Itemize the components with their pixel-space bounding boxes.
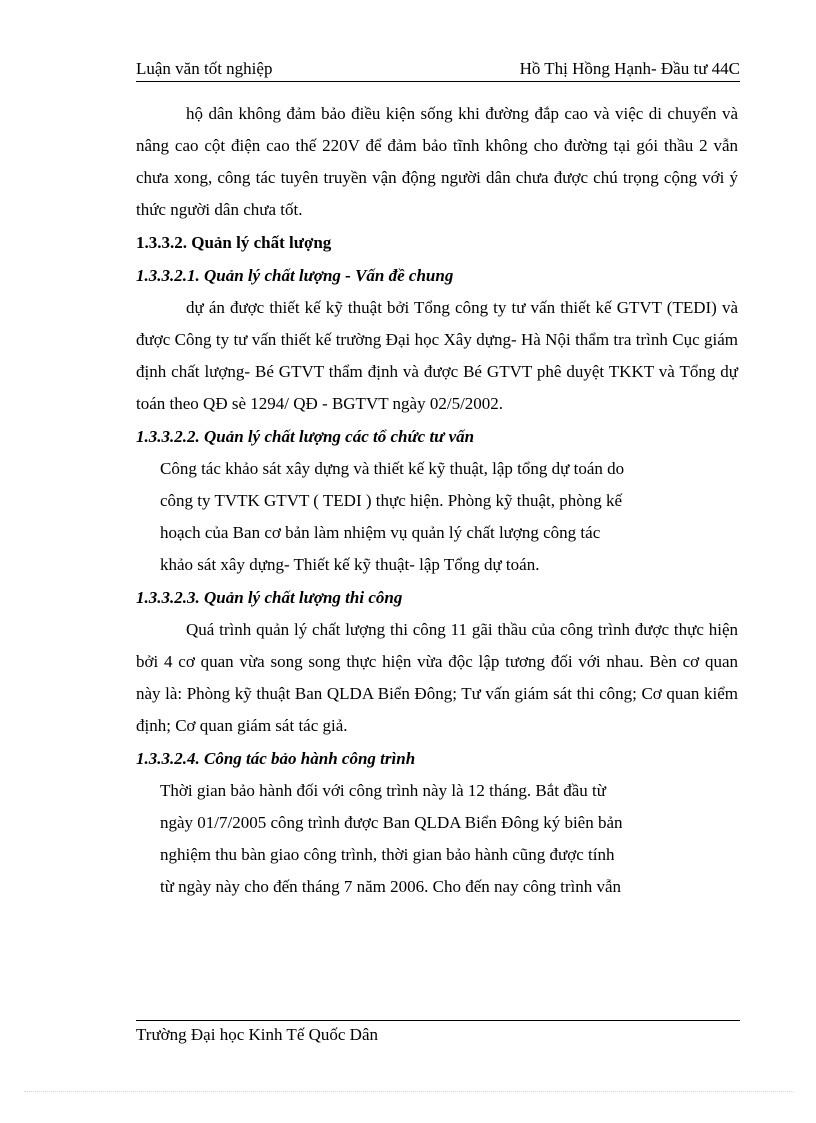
page-header xyxy=(136,58,740,80)
paragraph-1: hộ dân không đảm bảo điều kiện sống khi đường đắp cao và việc di chuyển và nâng cao cột điện cao thế 220V để đảm bảo tĩnh không cho đường tại gói thầu 2 vẫn chưa xong, công tác tuyên truyền vận động người dân chưa được chú trọng cộng với ý thức người dân chưa tốt. xyxy=(136,104,738,219)
heading-1-3-3-2: 1.3.3.2. Quản lý chất lượng xyxy=(136,233,332,252)
paragraph-3-line: hoạch của Ban cơ bản làm nhiệm vụ quản lý chất lượng công tác xyxy=(160,523,601,542)
footer-rule xyxy=(136,1020,740,1021)
paragraph-3-line: công ty TVTK GTVT ( TEDI ) thực hiện. Phòng kỹ thuật, phòng kế xyxy=(160,491,623,510)
heading-1-3-3-2-3: 1.3.3.2.3. Quản lý chất lượng thi công xyxy=(136,588,403,607)
header-rule xyxy=(136,81,740,82)
heading-1-3-3-2-4: 1.3.3.2.4. Công tác bảo hành công trình xyxy=(136,749,416,768)
page-bottom-border xyxy=(24,1091,794,1092)
paragraph-5-line: nghiệm thu bàn giao công trình, thời gian bảo hành cũng được tính xyxy=(160,845,615,864)
page-footer: Trường Đại học Kinh Tế Quốc Dân xyxy=(136,1025,379,1044)
heading-1-3-3-2-2: 1.3.3.2.2. Quản lý chất lượng các tổ chức tư vấn xyxy=(136,427,475,446)
paragraph-3-line: khảo sát xây dựng- Thiết kế kỹ thuật- lập Tổng dự toán. xyxy=(160,555,540,574)
heading-1-3-3-2-1: 1.3.3.2.1. Quản lý chất lượng - Vấn đề chung xyxy=(136,266,454,285)
page-body xyxy=(136,98,738,903)
paragraph-5-line: ngày 01/7/2005 công trình được Ban QLDA Biển Đông ký biên bản xyxy=(160,813,623,832)
header-right: Hồ Thị Hồng Hạnh- Đầu tư 44C xyxy=(519,59,740,78)
paragraph-4: Quá trình quản lý chất lượng thi công 11 gãi thầu của công trình được thực hiện bởi 4 cơ quan vừa song song thực hiện vừa độc lập tương đối với nhau. Bèn cơ quan này là: Phòng kỹ thuật Ban QLDA Biển Đông; Tư vấn giám sát thi công; Cơ quan kiểm định; Cơ quan giám sát tác giả. xyxy=(136,620,738,735)
paragraph-5-line: Thời gian bảo hành đối với công trình này là 12 tháng. Bắt đầu từ xyxy=(160,781,606,800)
paragraph-3-line: Công tác khảo sát xây dựng và thiết kế kỹ thuật, lập tổng dự toán do xyxy=(160,459,625,478)
paragraph-5 xyxy=(136,775,738,903)
paragraph-2: dự án được thiết kế kỹ thuật bởi Tổng công ty tư vấn thiết kế GTVT (TEDI) và được Công ty tư vấn thiết kế trường Đại học Xây dựng- Hà Nội thẩm tra trình Cục giám định chất lượng- Bé GTVT thẩm định và được Bé GTVT phê duyệt TKKT và Tổng dự toán theo QĐ sè 1294/ QĐ - BGTVT ngày 02/5/2002. xyxy=(136,298,738,413)
paragraph-5-line: từ ngày này cho đến tháng 7 năm 2006. Cho đến nay công trình vẫn xyxy=(160,877,622,896)
paragraph-3 xyxy=(136,453,738,581)
header-left: Luận văn tốt nghiệp xyxy=(136,59,273,78)
